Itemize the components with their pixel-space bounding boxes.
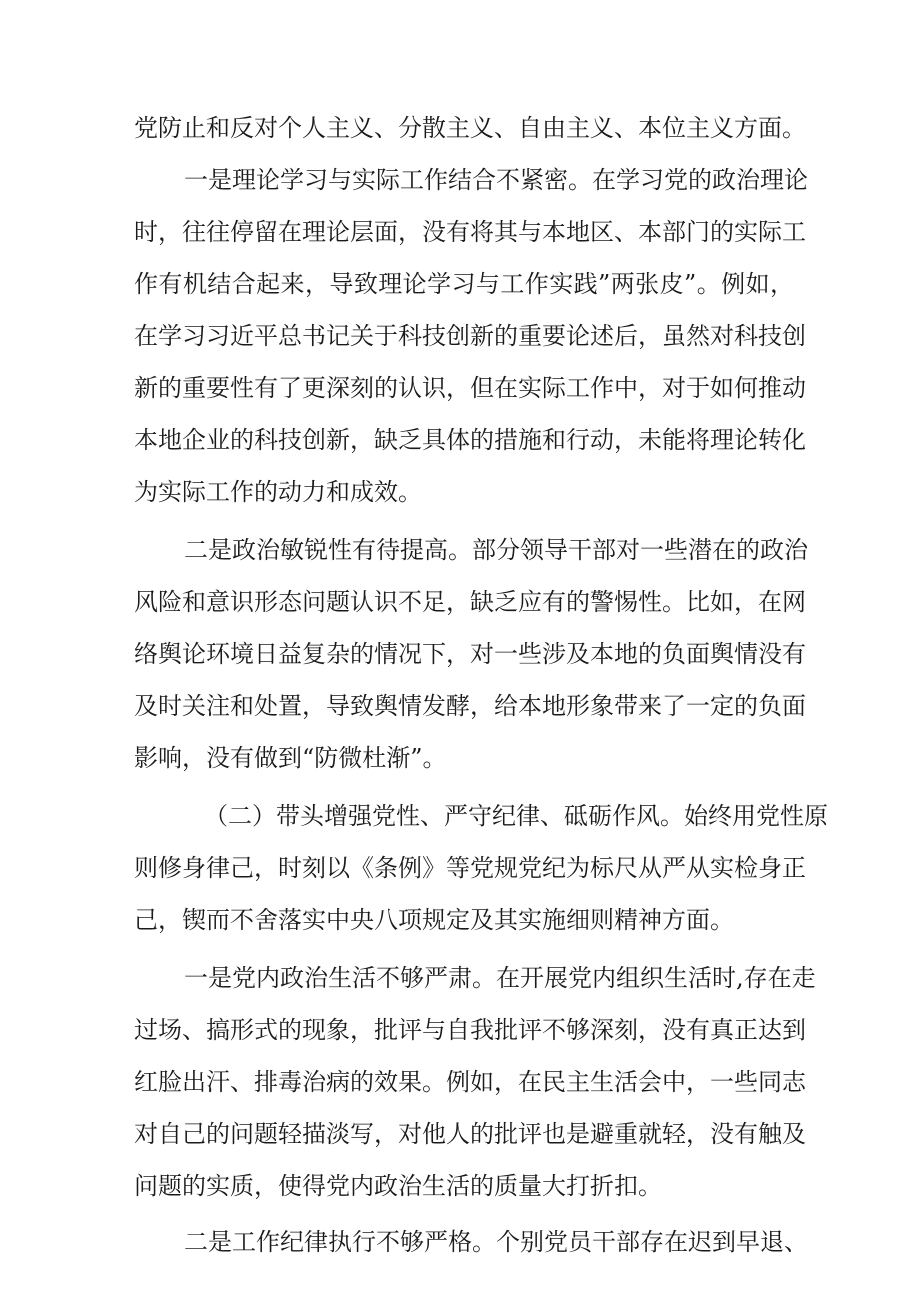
- paragraph-first-line: 二是工作纪律执行不够严格。个别党员干部存在迟到早退、: [184, 1228, 808, 1256]
- text-line: 己，锲而不舍落实中央八项规定及其实施细则精神方面。: [134, 906, 734, 934]
- text-line: 党防止和反对个人主义、分散主义、自由主义、本位主义方面。: [134, 114, 806, 142]
- text-line: 作有机结合起来，导致理论学习与工作实践”两张皮”。例如，: [134, 270, 794, 298]
- text-line: 则修身律己，时刻以《条例》等党规党纪为标尺从严从实检身正: [134, 854, 806, 882]
- paragraph-first-line: 一是党内政治生活不够严肃。在开展党内组织生活时,存在走: [184, 964, 816, 992]
- text-line: 络舆论环境日益复杂的情况下，对一些涉及本地的负面舆情没有: [134, 640, 806, 668]
- paragraph-first-line: 一是理论学习与实际工作结合不紧密。在学习党的政治理论: [184, 166, 808, 194]
- text-line: 本地企业的科技创新，缺乏具体的措施和行动，未能将理论转化: [134, 426, 806, 454]
- text-line: 影响，没有做到“防微杜渐”。: [134, 744, 447, 772]
- text-line: 在学习习近平总书记关于科技创新的重要论述后，虽然对科技创: [134, 322, 806, 350]
- text-line: 风险和意识形态问题认识不足，缺乏应有的警惕性。比如，在网: [134, 588, 806, 616]
- text-line: 为实际工作的动力和成效。: [134, 478, 422, 506]
- paragraph-first-line: 二是政治敏锐性有待提高。部分领导干部对一些潜在的政治: [184, 536, 808, 564]
- text-line: 过场、搞形式的现象，批评与自我批评不够深刻，没有真正达到: [134, 1016, 806, 1044]
- text-line: 时，往往停留在理论层面，没有将其与本地区、本部门的实际工: [134, 218, 806, 246]
- text-line: 新的重要性有了更深刻的认识，但在实际工作中，对于如何推动: [134, 374, 806, 402]
- text-line: 对自己的问题轻描淡写，对他人的批评也是避重就轻，没有触及: [134, 1120, 806, 1148]
- section-heading-line: （二）带头增强党性、严守纪律、砥砺作风。始终用党性原: [204, 802, 828, 830]
- text-line: 红脸出汗、排毒治病的效果。例如，在民主生活会中，一些同志: [134, 1068, 806, 1096]
- text-line: 问题的实质，使得党内政治生活的质量大打折扣。: [134, 1172, 662, 1200]
- text-line: 及时关注和处置，导致舆情发酵，给本地形象带来了一定的负面: [134, 692, 806, 720]
